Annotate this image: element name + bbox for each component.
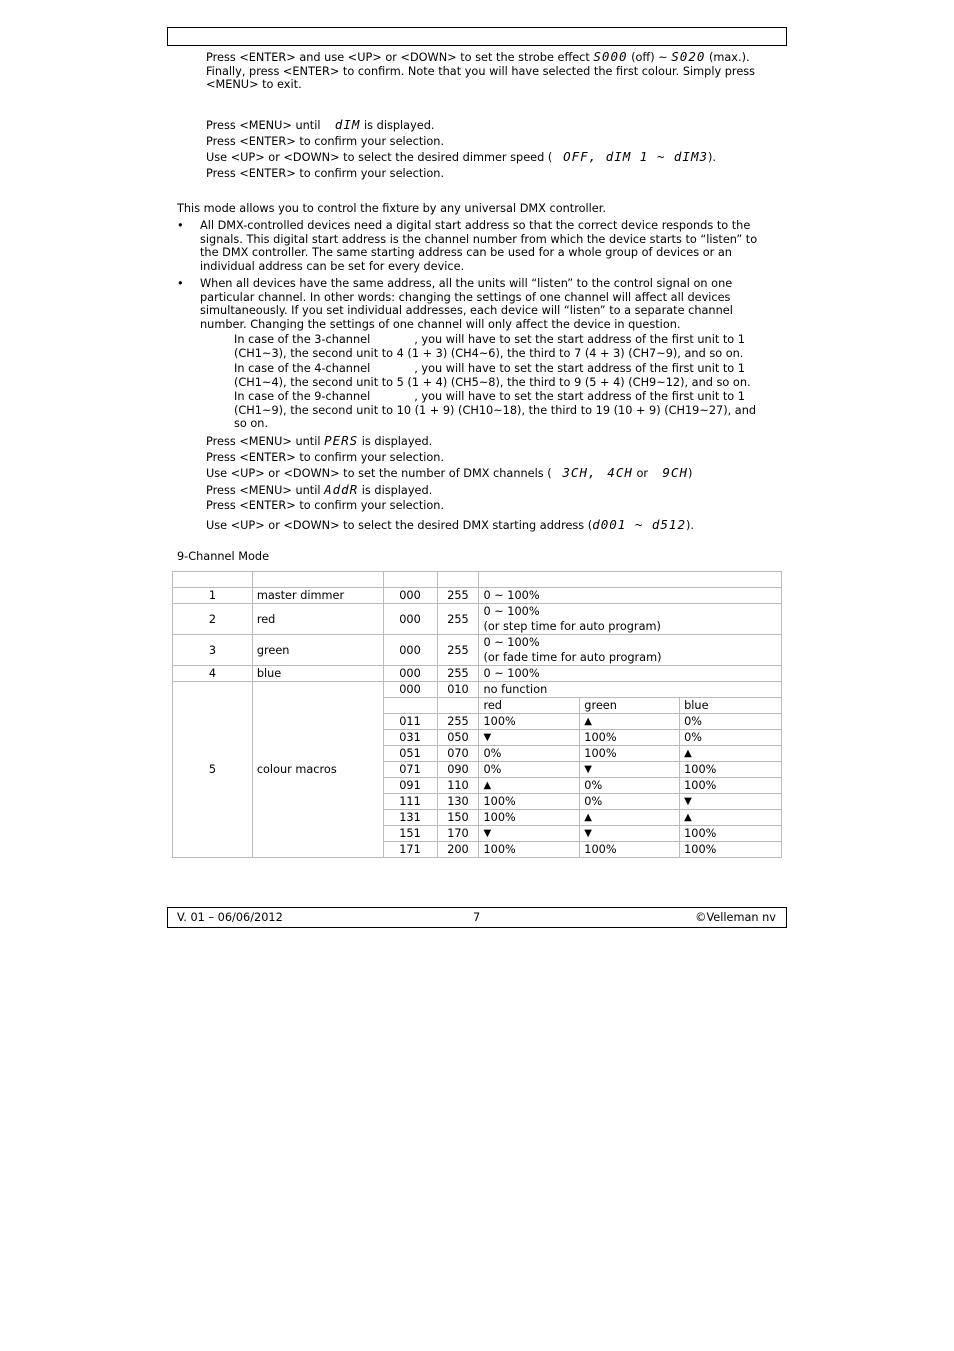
text: In case of the 4-channel bbox=[234, 362, 371, 375]
macro-value-cell: ▼ bbox=[580, 826, 680, 842]
dmx-steps bbox=[206, 433, 694, 533]
dmx-bullet-1 bbox=[200, 219, 757, 273]
channel-cell: 3 bbox=[173, 635, 253, 666]
macro-value-cell: 0% bbox=[479, 746, 580, 762]
case-3-channel bbox=[234, 333, 745, 360]
lcd-display: 9CH bbox=[662, 465, 688, 480]
case-9-channel bbox=[234, 390, 756, 431]
text: number. Changing the settings of one channel will only affect the device in question. bbox=[200, 317, 681, 331]
function-cell: green bbox=[252, 635, 383, 666]
text: Press <ENTER> to confirm your selection. bbox=[206, 499, 445, 512]
text: In case of the 3-channel bbox=[234, 333, 371, 346]
to-cell: 110 bbox=[437, 778, 479, 794]
text: the DMX controller. The same starting address can be used for a whole group of devices or an bbox=[200, 246, 732, 260]
channel-cell: 2 bbox=[173, 604, 253, 635]
channel-cell: 5 bbox=[173, 682, 253, 858]
text: ). bbox=[685, 518, 694, 532]
from-cell: 000 bbox=[383, 604, 437, 635]
text: ). bbox=[708, 151, 717, 164]
from-cell: 111 bbox=[383, 794, 437, 810]
text: is displayed. bbox=[358, 483, 433, 497]
macro-value-cell: 100% bbox=[580, 746, 680, 762]
empty-cell bbox=[383, 698, 437, 714]
text: (off) ~ bbox=[627, 51, 672, 64]
function-cell: master dimmer bbox=[252, 588, 383, 604]
macro-value-cell: ▲ bbox=[580, 810, 680, 826]
text: particular channel. In other words: changing the settings of one channel will affect all devices bbox=[200, 290, 731, 304]
macro-header-cell: blue bbox=[680, 698, 782, 714]
from-cell: 000 bbox=[383, 635, 437, 666]
value-note: (or fade time for auto program) bbox=[483, 651, 662, 664]
macro-value-cell: 100% bbox=[580, 730, 680, 746]
function-cell: red bbox=[252, 604, 383, 635]
header-bar bbox=[167, 27, 787, 46]
text: so on. bbox=[234, 417, 269, 431]
footer-page: 7 bbox=[473, 911, 481, 924]
channel-cell: 4 bbox=[173, 666, 253, 682]
macro-value-cell: 100% bbox=[479, 842, 580, 858]
dimmer-section bbox=[206, 117, 716, 181]
macro-value-cell: ▲ bbox=[680, 810, 782, 826]
table-header-row bbox=[173, 572, 782, 588]
text: Press <ENTER> to confirm your selection. bbox=[206, 450, 445, 464]
value-cell: no function bbox=[479, 682, 782, 698]
from-cell: 151 bbox=[383, 826, 437, 842]
macro-value-cell: 0% bbox=[680, 714, 782, 730]
text: (CH1~9), the second unit to 10 (1 + 9) (CH10~18), the third to 19 (10 + 9) (CH19~27), and bbox=[234, 403, 757, 417]
macro-value-cell: ▼ bbox=[479, 730, 580, 746]
from-cell: 000 bbox=[383, 666, 437, 682]
from-cell: 000 bbox=[383, 682, 437, 698]
value-text: 0 ~ 100% bbox=[483, 589, 540, 602]
text: is displayed. bbox=[358, 435, 433, 448]
text: <MENU> to exit. bbox=[206, 78, 302, 92]
macro-value-cell: 100% bbox=[680, 826, 782, 842]
to-cell: 255 bbox=[437, 604, 479, 635]
to-cell: 200 bbox=[437, 842, 479, 858]
lcd-display: 3CH, bbox=[562, 465, 597, 480]
text: Press <ENTER> to confirm your selection. bbox=[206, 134, 445, 148]
from-cell: 051 bbox=[383, 746, 437, 762]
lcd-display: S000 bbox=[593, 49, 628, 64]
to-cell: 255 bbox=[437, 588, 479, 604]
from-cell: 091 bbox=[383, 778, 437, 794]
footer bbox=[167, 907, 787, 928]
table-row bbox=[173, 588, 782, 604]
table-row bbox=[173, 635, 782, 666]
macro-value-cell: 100% bbox=[680, 762, 782, 778]
macro-value-cell: ▲ bbox=[580, 714, 680, 730]
value-cell bbox=[479, 666, 782, 682]
strobe-section bbox=[206, 50, 755, 92]
text: Press <MENU> until bbox=[206, 119, 321, 132]
value-note: (or step time for auto program) bbox=[483, 620, 661, 633]
channel-cell: 1 bbox=[173, 588, 253, 604]
text: When all devices have the same address, all the units will “listen” to the control signal on one bbox=[200, 277, 733, 290]
from-cell: 000 bbox=[383, 588, 437, 604]
table-row bbox=[173, 604, 782, 635]
lcd-display: d001 ~ d512 bbox=[592, 516, 686, 532]
dmx-intro: This mode allows you to control the fixture by any universal DMX controller. bbox=[177, 202, 606, 215]
text: , you will have to set the start address of the first unit to 1 bbox=[414, 390, 745, 403]
from-cell: 031 bbox=[383, 730, 437, 746]
case-4-channel bbox=[234, 362, 751, 389]
table-row bbox=[173, 682, 782, 698]
lcd-display: dIM bbox=[334, 117, 361, 132]
header-cell bbox=[437, 572, 479, 588]
lcd-display: AddR bbox=[324, 481, 359, 497]
value-cell bbox=[479, 635, 782, 666]
text: individual address can be set for every device. bbox=[200, 259, 465, 273]
to-cell: 255 bbox=[437, 635, 479, 666]
macro-value-cell: 0% bbox=[680, 730, 782, 746]
macro-value-cell: 0% bbox=[580, 794, 680, 810]
macro-value-cell: 0% bbox=[580, 778, 680, 794]
text: Finally, press <ENTER> to confirm. Note that you will have selected the first colour. Simply press bbox=[206, 64, 756, 78]
to-cell: 010 bbox=[437, 682, 479, 698]
macro-value-cell: 100% bbox=[479, 794, 580, 810]
function-cell: colour macros bbox=[252, 682, 383, 858]
text: All DMX-controlled devices need a digital start address so that the correct device responds to the bbox=[200, 219, 751, 232]
macro-value-cell: 100% bbox=[680, 778, 782, 794]
to-cell: 130 bbox=[437, 794, 479, 810]
macro-value-cell: 0% bbox=[479, 762, 580, 778]
text: Press <MENU> until bbox=[206, 435, 325, 448]
value-text: 0 ~ 100% bbox=[483, 636, 540, 649]
macro-value-cell: ▼ bbox=[479, 826, 580, 842]
macro-header-cell: red bbox=[479, 698, 580, 714]
text: Press <ENTER> and use <UP> or <DOWN> to set the strobe effect bbox=[206, 51, 594, 64]
value-cell bbox=[479, 588, 782, 604]
text: Use <UP> or <DOWN> to select the desired DMX starting address ( bbox=[206, 518, 593, 532]
header-cell bbox=[252, 572, 383, 588]
text: Use <UP> or <DOWN> to set the number of DMX channels ( bbox=[206, 467, 552, 480]
text: , you will have to set the start address of the first unit to 1 bbox=[414, 362, 745, 375]
text: In case of the 9-channel bbox=[234, 390, 371, 403]
empty-cell bbox=[437, 698, 479, 714]
from-cell: 131 bbox=[383, 810, 437, 826]
to-cell: 090 bbox=[437, 762, 479, 778]
text: (CH1~3), the second unit to 4 (1 + 3) (CH4~6), the third to 7 (4 + 3) (CH7~9), and so on. bbox=[234, 346, 744, 360]
from-cell: 171 bbox=[383, 842, 437, 858]
value-text: 0 ~ 100% bbox=[483, 667, 540, 680]
text: signals. This digital start address is the channel number from which the device starts to “listen” to bbox=[200, 232, 758, 246]
footer-version: V. 01 – 06/06/2012 bbox=[177, 911, 283, 924]
macro-value-cell: ▼ bbox=[580, 762, 680, 778]
channel-table bbox=[172, 571, 782, 858]
to-cell: 255 bbox=[437, 666, 479, 682]
macro-value-cell: 100% bbox=[479, 714, 580, 730]
text: Press <ENTER> to confirm your selection. bbox=[206, 166, 445, 180]
macro-value-cell: 100% bbox=[479, 810, 580, 826]
text: (CH1~4), the second unit to 5 (1 + 4) (CH5~8), the third to 9 (5 + 4) (CH9~12), and so on. bbox=[234, 375, 751, 389]
bullet: • bbox=[177, 277, 184, 290]
text: (max.). bbox=[705, 51, 750, 64]
macro-value-cell: ▼ bbox=[680, 794, 782, 810]
text: ) bbox=[687, 467, 693, 480]
from-cell: 071 bbox=[383, 762, 437, 778]
header-cell bbox=[173, 572, 253, 588]
value-cell bbox=[479, 604, 782, 635]
to-cell: 150 bbox=[437, 810, 479, 826]
macro-header-cell: green bbox=[580, 698, 680, 714]
dmx-bullet-2 bbox=[200, 277, 733, 331]
function-cell: blue bbox=[252, 666, 383, 682]
macro-value-cell: 100% bbox=[580, 842, 680, 858]
header-cell bbox=[479, 572, 782, 588]
header-cell bbox=[383, 572, 437, 588]
value-text: 0 ~ 100% bbox=[483, 605, 540, 618]
text: Use <UP> or <DOWN> to select the desired dimmer speed ( bbox=[206, 151, 553, 164]
from-cell: 011 bbox=[383, 714, 437, 730]
text: is displayed. bbox=[360, 119, 435, 132]
table-title: 9-Channel Mode bbox=[177, 550, 270, 563]
to-cell: 255 bbox=[437, 714, 479, 730]
text: or bbox=[632, 467, 652, 480]
to-cell: 170 bbox=[437, 826, 479, 842]
to-cell: 070 bbox=[437, 746, 479, 762]
lcd-display: 4CH bbox=[607, 465, 633, 480]
bullet: • bbox=[177, 219, 184, 232]
text: Press <MENU> until bbox=[206, 483, 325, 497]
macro-value-cell: ▲ bbox=[680, 746, 782, 762]
table-row bbox=[173, 666, 782, 682]
text: simultaneously. If you set individual addresses, each device will “listen” to a separate channel bbox=[200, 304, 733, 318]
to-cell: 050 bbox=[437, 730, 479, 746]
footer-copyright: ©Velleman nv bbox=[695, 911, 776, 924]
text: , you will have to set the start address of the first unit to 1 bbox=[414, 333, 745, 346]
lcd-display: OFF, dIM 1 ~ dIM3 bbox=[563, 149, 709, 164]
lcd-display: S020 bbox=[671, 49, 706, 64]
macro-value-cell: ▲ bbox=[479, 778, 580, 794]
lcd-display: PERS bbox=[324, 433, 359, 448]
macro-value-cell: 100% bbox=[680, 842, 782, 858]
